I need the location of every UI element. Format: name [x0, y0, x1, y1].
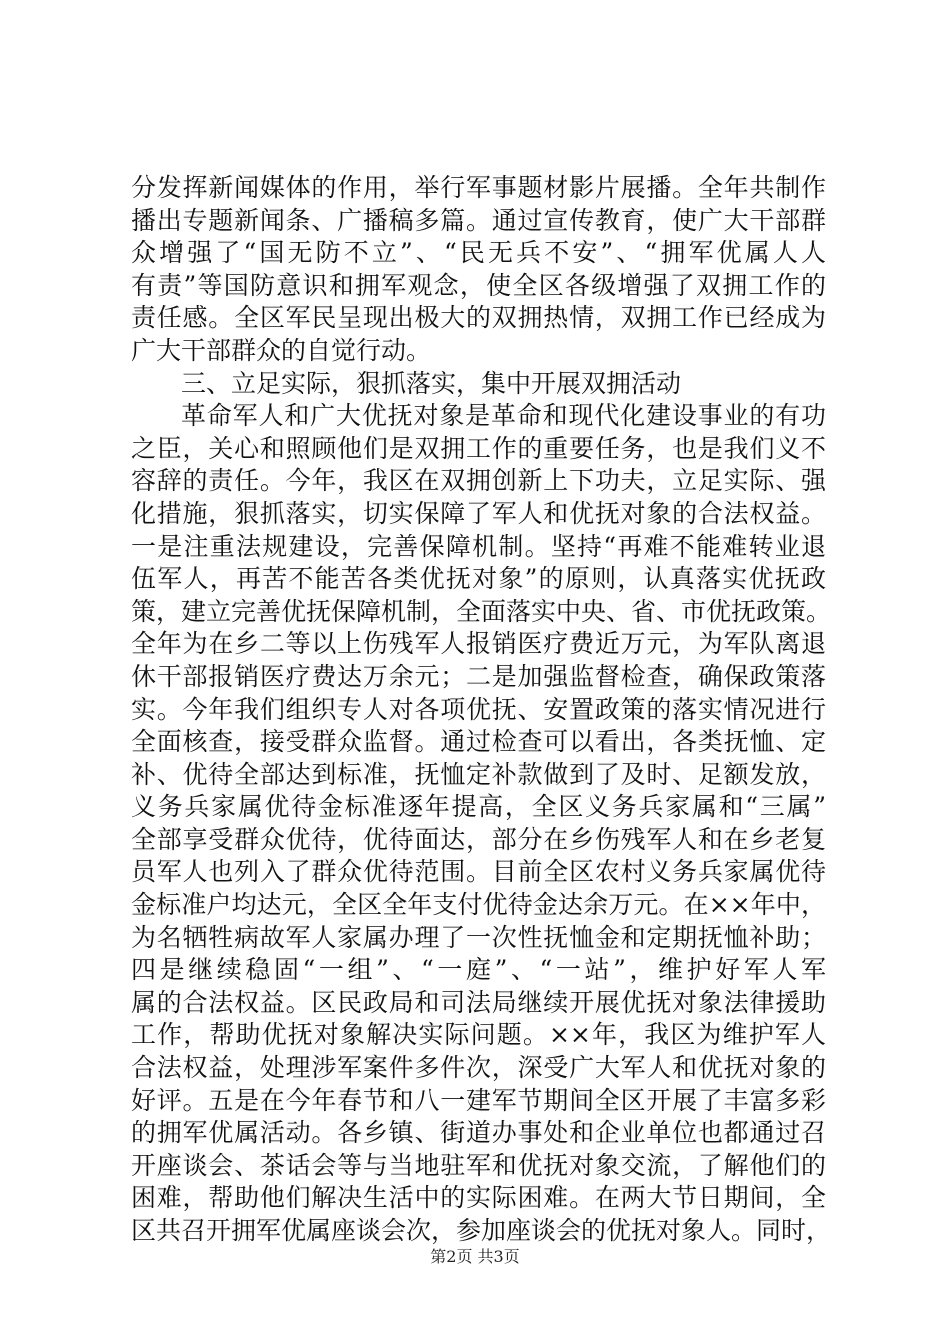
text-line: 补、优待全部达到标准，抚恤定补款做到了及时、足额发放，: [131, 759, 826, 789]
text-line: 困难，帮助他们解决生活中的实际困难。在两大节日期间，全: [131, 1183, 826, 1213]
text-line: 工作，帮助优抚对象解决实际问题。××年，我区为维护军人: [131, 1020, 826, 1050]
text-line: 好评。五是在今年春节和八一建军节期间全区开展了丰富多彩: [131, 1085, 826, 1115]
text-line: 分发挥新闻媒体的作用，举行军事题材影片展播。全年共制作: [131, 173, 826, 202]
text-line: 金标准户均达元，全区全年支付优待金达余万元。在××年中，: [131, 890, 826, 920]
section-heading: 三、立足实际，狠抓落实，集中开展双拥活动: [181, 368, 682, 398]
text-line: 属的合法权益。区民政局和司法局继续开展优抚对象法律援助: [131, 987, 826, 1017]
text-line: 伍军人，再苦不能苦各类优抚对象”的原则，认真落实优抚政: [131, 564, 826, 594]
text-line: 开座谈会、茶话会等与当地驻军和优抚对象交流，了解他们的: [131, 1150, 826, 1180]
text-line: 播出专题新闻条、广播稿多篇。通过宣传教育，使广大干部群: [131, 205, 826, 235]
text-line: 全部享受群众优待，优待面达，部分在乡伤残军人和在乡老复: [131, 824, 826, 854]
text-line: 容辞的责任。今年，我区在双拥创新上下功夫，立足实际、强: [131, 466, 826, 496]
text-line: 义务兵家属优待金标准逐年提高，全区义务兵家属和“三属”: [131, 792, 826, 822]
text-line: 全年为在乡二等以上伤残军人报销医疗费近万元，为军队离退: [131, 629, 826, 659]
text-line: 为名牺牲病故军人家属办理了一次性抚恤金和定期抚恤补助；: [131, 922, 826, 952]
text-line: 员军人也列入了群众优待范围。目前全区农村义务兵家属优待: [131, 857, 826, 887]
text-line: 广大干部群众的自觉行动。: [131, 335, 432, 365]
text-line: 化措施，狠抓落实，切实保障了军人和优抚对象的合法权益。: [131, 498, 826, 528]
text-line: 全面核查，接受群众监督。通过检查可以看出，各类抚恤、定: [131, 727, 826, 757]
text-line: 之臣，关心和照顾他们是双拥工作的重要任务，也是我们义不: [131, 433, 826, 463]
text-line: 一是注重法规建设，完善保障机制。坚持“再难不能难转业退: [131, 531, 826, 561]
text-line: 区共召开拥军优属座谈会次，参加座谈会的优抚对象人。同时，: [131, 1216, 832, 1245]
text-line: 策，建立完善优抚保障机制，全面落实中央、省、市优抚政策。: [131, 596, 832, 626]
text-line: 休干部报销医疗费达万余元；二是加强监督检查，确保政策落: [131, 661, 826, 691]
text-line: 责任感。全区军民呈现出极大的双拥热情，双拥工作已经成为: [131, 303, 826, 333]
text-line: 众增强了“国无防不立”、“民无兵不安”、“拥军优属人人: [131, 238, 826, 268]
text-line: 实。今年我们组织专人对各项优抚、安置政策的落实情况进行: [131, 694, 826, 724]
text-line: 合法权益，处理涉军案件多件次，深受广大军人和优抚对象的: [131, 1053, 826, 1083]
text-line: 的拥军优属活动。各乡镇、街道办事处和企业单位也都通过召: [131, 1118, 826, 1148]
text-line: 革命军人和广大优抚对象是革命和现代化建设事业的有功: [181, 401, 826, 431]
text-line: 有责”等国防意识和拥军观念，使全区各级增强了双拥工作的: [131, 270, 826, 300]
document-body: [131, 172, 832, 1248]
page-footer: 第2页 共3页: [430, 1247, 520, 1266]
text-line: 四是继续稳固“一组”、“一庭”、“一站”，维护好军人军: [131, 955, 826, 985]
